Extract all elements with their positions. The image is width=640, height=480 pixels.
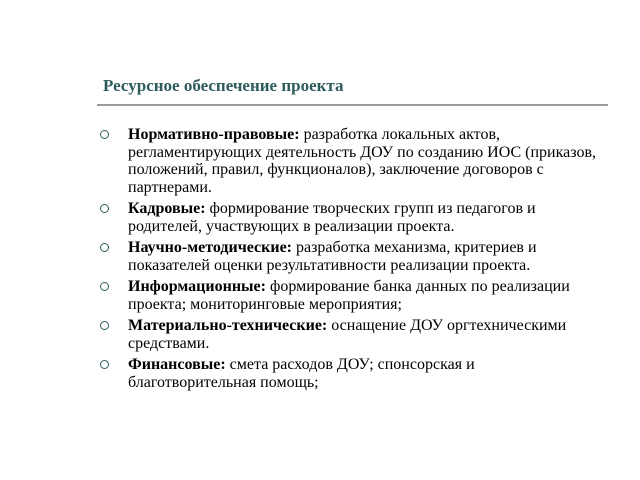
circle-outline-icon (100, 282, 109, 291)
circle-outline-icon (100, 130, 109, 139)
list-item-methodology (100, 239, 600, 274)
circle-outline-icon (100, 360, 109, 369)
item-term: Информационные: (128, 278, 266, 295)
list-item-financial (100, 356, 600, 391)
item-text: формирование банка данных по реализации проекта; мониторинговые мероприятия; (128, 278, 570, 313)
list-item-staff (100, 200, 600, 235)
list-item-legal (100, 126, 600, 196)
slide-title: Ресурсное обеспечение проекта (103, 76, 344, 95)
item-text: разработка механизма, критериев и показателей оценки результативности реализации проекта. (128, 239, 537, 274)
list-item-information (100, 278, 600, 313)
item-term: Нормативно-правовые: (128, 126, 300, 143)
item-term: Финансовые: (128, 356, 226, 373)
title-divider (97, 104, 608, 106)
item-term: Научно-методические: (128, 239, 292, 256)
item-term: Кадровые: (128, 200, 206, 217)
item-text: формирование творческих групп из педагогов и родителей, участвующих в реализации проекта. (128, 200, 536, 235)
item-term: Материально-технические: (128, 317, 328, 334)
item-text: смета расходов ДОУ; спонсорская и благотворительная помощь; (128, 356, 475, 391)
circle-outline-icon (100, 321, 109, 330)
list-item-technical (100, 317, 600, 352)
circle-outline-icon (100, 243, 109, 252)
item-text: разработка локальных актов, регламентирующих деятельность ДОУ по созданию ИОС (приказов, положений, правил, функционалов), заключение договоров с партнерами. (128, 126, 596, 196)
circle-outline-icon (100, 204, 109, 213)
resource-list (100, 126, 600, 395)
item-text: оснащение ДОУ оргтехническими средствами. (128, 317, 567, 352)
